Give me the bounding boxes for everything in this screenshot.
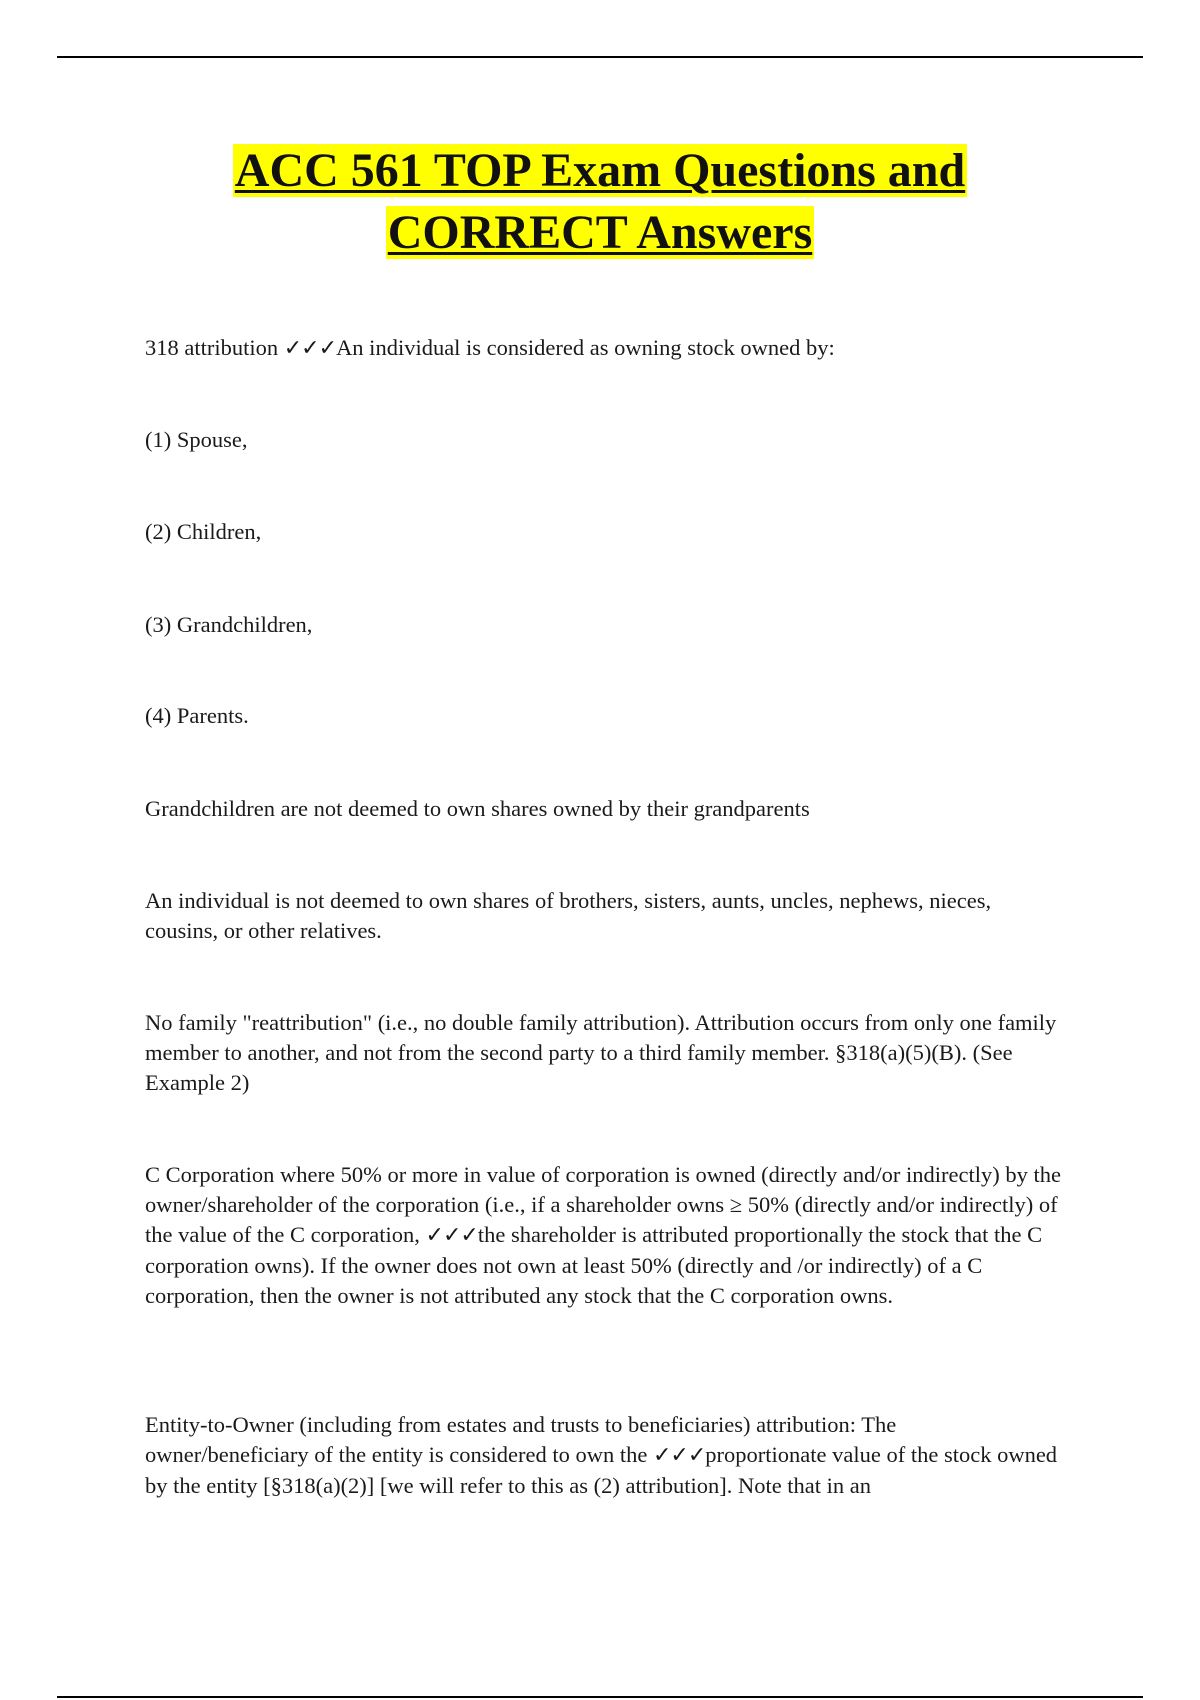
check-mark-icon: ✓✓✓ [283, 336, 337, 361]
top-rule [57, 56, 1143, 58]
paragraph-reattribution: No family "reattribution" (i.e., no double family attribution). Attribution occurs from only one family member to another, and not from the second party to a third family member. §318(a)(5)(B). (See Example 2) [145, 1010, 1057, 1095]
paragraph-text: An individual is considered as owning stock owned by: [336, 335, 835, 360]
list-item-parents: (4) Parents. [145, 703, 249, 728]
paragraph-entity-to-owner [145, 1410, 1065, 1501]
bottom-rule [57, 1696, 1143, 1698]
list-item-children: (2) Children, [145, 519, 262, 544]
check-mark-icon: ✓✓✓ [425, 1223, 478, 1248]
paragraph-text: C Corporation where 50% or more in value of corporation is owned (directly and/or indirectly) by the owner/shareholder of the corporation (i.e., if a shareholder owns ≥ 50% (directly and/or indirectly) of the value of the C corporation, [145, 1162, 1061, 1247]
paragraph-relatives: An individual is not deemed to own shares of brothers, sisters, aunts, uncles, nephews, nieces, cousins, or other relatives. [145, 888, 992, 943]
paragraph-text: Entity-to-Owner (including from estates and trusts to beneficiaries) attribution: The owner/beneficiary of the entity is considered to own the [145, 1412, 897, 1467]
title-line-1: ACC 561 TOP Exam Questions and [234, 144, 966, 197]
list-item-spouse: (1) Spouse, [145, 427, 248, 452]
paragraph-text: proportionate value of the stock owned by the entity [§318(a)(2)] [we will refer to this as (2) attribution]. Note that in an [145, 1442, 1058, 1498]
paragraph-318-attribution [145, 333, 1065, 364]
paragraph-grandchildren: Grandchildren are not deemed to own shares owned by their grandparents [145, 796, 810, 821]
check-mark-icon: ✓✓✓ [652, 1443, 706, 1468]
title-line-2: CORRECT Answers [387, 206, 813, 259]
paragraph-text: the shareholder is attributed proportionally the stock that the C corporation owns). If the owner does not own at least 50% (directly and /or indirectly) of a C corporation, then the owner is not attributed any stock that the C corporation owns. [145, 1222, 1043, 1308]
paragraph-c-corporation [145, 1160, 1065, 1311]
document-title [0, 140, 1200, 264]
list-item-grandchildren: (3) Grandchildren, [145, 612, 313, 637]
paragraph-text: 318 attribution [145, 335, 284, 360]
